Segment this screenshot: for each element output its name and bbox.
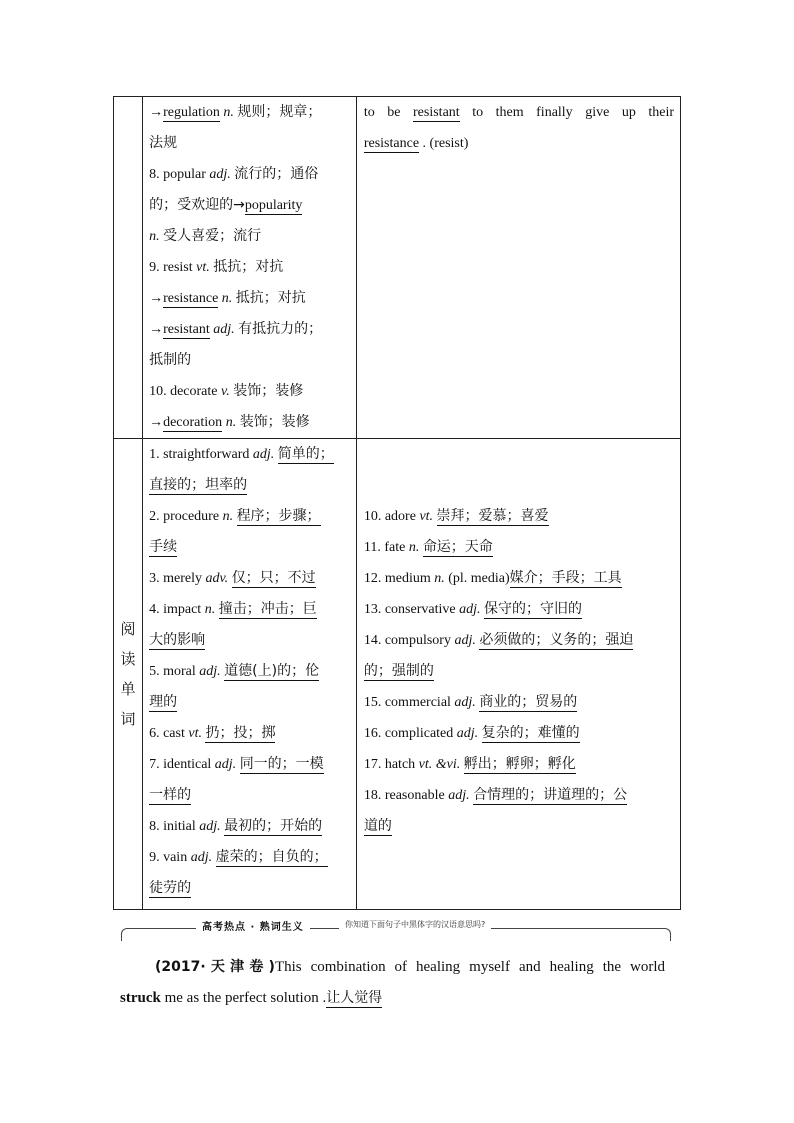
- entry-number: 6.: [149, 726, 164, 741]
- derivatives-list: [143, 97, 356, 438]
- entry-pos: adj.: [456, 726, 482, 741]
- entry-pos: adv.: [205, 571, 232, 586]
- entry-meaning-answer: 理的: [149, 694, 178, 710]
- vocabulary-table: [113, 96, 681, 910]
- entry-meaning-answer: 大的影响: [149, 632, 206, 648]
- derived-word: regulation: [163, 105, 220, 120]
- derivative-line: [143, 159, 356, 190]
- entry-pos: n.: [149, 229, 164, 244]
- fill-text: . (resist): [422, 136, 469, 151]
- entry-word: decorate: [170, 384, 222, 399]
- example-answer: 让人觉得: [326, 990, 383, 1006]
- vocab-entry-line: [143, 811, 356, 842]
- reading-words-right-cell: [356, 439, 680, 910]
- entry-word: vain: [163, 850, 191, 865]
- entry-meaning: 法规: [149, 135, 178, 151]
- derivative-line: [143, 97, 356, 128]
- entry-meaning-answer: 道的: [363, 818, 392, 834]
- entry-meaning: 抵抗；对抗: [235, 290, 306, 306]
- entry-pos: n.: [221, 291, 236, 306]
- vocab-entry-line: [357, 656, 680, 687]
- entry-number: 11.: [363, 540, 385, 555]
- entry-meaning-answer: 命运；天命: [422, 539, 493, 555]
- entry-number: 5.: [149, 664, 164, 679]
- entry-pos: adj.: [454, 633, 480, 648]
- vocab-entry-line: [143, 501, 356, 532]
- entry-number: 14.: [363, 633, 385, 648]
- entry-word: procedure: [163, 509, 223, 524]
- vocab-entry-line: [357, 811, 680, 842]
- derivative-line: [143, 221, 356, 252]
- vocab-entry-line: [357, 532, 680, 563]
- entry-meaning: 有抵抗力的；: [238, 321, 323, 337]
- derivative-line: [143, 283, 356, 314]
- entry-pos: n.: [223, 105, 238, 120]
- entry-pos: vt.: [419, 509, 437, 524]
- vocab-entry-line: [143, 439, 356, 470]
- example-bold-word: struck: [120, 990, 161, 1006]
- derived-word: popularity: [244, 198, 303, 213]
- vocab-entry-line: [143, 594, 356, 625]
- entry-word: moral: [163, 664, 200, 679]
- fill-answer: resistance: [363, 136, 420, 151]
- derivative-line: [143, 190, 356, 221]
- derivative-line: [143, 128, 356, 159]
- example-line-2: [120, 983, 665, 1014]
- table-row-derivatives: [114, 97, 681, 439]
- entry-meaning-answer: 扔；投；掷: [205, 725, 276, 741]
- vocab-entry-line: [357, 749, 680, 780]
- example-fill-cell: [356, 97, 680, 439]
- vocab-entry-line: [143, 656, 356, 687]
- entry-number: 8.: [149, 167, 164, 182]
- entry-meaning: 抵制的: [149, 352, 192, 368]
- arrow-symbol: →: [149, 415, 164, 430]
- entry-word: adore: [384, 509, 420, 524]
- entry-meaning: 流行的；通俗: [234, 166, 319, 182]
- vocab-entry-line: [143, 842, 356, 873]
- example-line-1: [155, 952, 665, 983]
- entry-meaning-answer: 一样的: [149, 787, 192, 803]
- vocab-entry-line: [143, 780, 356, 811]
- entry-number: 3.: [149, 571, 164, 586]
- derivative-line: [143, 314, 356, 345]
- entry-meaning-answer: 仅；只；不过: [231, 570, 316, 586]
- entry-meaning-answer: 商业的；贸易的: [479, 694, 578, 710]
- entry-pos: adj.: [459, 602, 484, 617]
- derived-word: resistance: [163, 291, 219, 306]
- entry-meaning: 抵抗；对抗: [213, 259, 284, 275]
- category-char: 阅: [120, 620, 136, 638]
- vocab-entry-line: [143, 625, 356, 656]
- reading-words-left-cell: [143, 439, 357, 910]
- entry-pos: adj.: [209, 167, 235, 182]
- entry-word: hatch: [384, 757, 419, 772]
- fill-answer: resistant: [413, 105, 460, 120]
- category-char: 读: [120, 650, 136, 668]
- vocab-entry-line: [357, 625, 680, 656]
- fill-text: to them finally give up their: [472, 105, 675, 120]
- entry-word: cast: [163, 726, 189, 741]
- vocab-entry-line: [357, 501, 680, 532]
- entry-word: conservative: [384, 602, 460, 617]
- entry-pos: adj.: [199, 664, 225, 679]
- derived-word: resistant: [163, 322, 210, 337]
- example-text: This combination of healing myself and healing the world: [274, 959, 665, 975]
- entry-meaning-answer: 道德(上)的；伦: [224, 663, 320, 679]
- entry-pos: adj.: [454, 695, 480, 710]
- vocab-entry-line: [357, 594, 680, 625]
- category-char: 词: [120, 710, 136, 728]
- entry-pos: vt.: [188, 726, 206, 741]
- entry-pos: n.: [434, 571, 449, 586]
- entry-word: resist: [163, 260, 197, 275]
- entry-word: initial: [163, 819, 200, 834]
- arrow-symbol: →: [149, 291, 164, 306]
- entry-meaning-answer: 孵出；孵卵；孵化: [463, 756, 576, 772]
- entry-pos: n.: [204, 602, 219, 617]
- entry-meaning-answer: 合情理的；讲道理的；公: [473, 787, 628, 803]
- entry-pos: adj.: [252, 447, 278, 462]
- banner-hint: 你知道下面句子中黑体字的汉语意思吗?: [339, 919, 491, 930]
- banner-title: 高考热点 · 熟词生义: [196, 918, 310, 933]
- entry-number: 4.: [149, 602, 164, 617]
- entry-meaning: 受人喜爱；流行: [163, 228, 262, 244]
- entry-number: 10.: [363, 509, 385, 524]
- entry-pos: adj.: [190, 850, 216, 865]
- entry-number: 9.: [149, 260, 164, 275]
- section-banner: [121, 916, 669, 942]
- entry-number: 7.: [149, 757, 164, 772]
- entry-number: 16.: [363, 726, 385, 741]
- vocab-entry-line: [357, 687, 680, 718]
- entry-word: complicated: [384, 726, 457, 741]
- vocab-entry-line: [143, 718, 356, 749]
- entry-pos: v.: [221, 384, 234, 399]
- entry-word: impact: [163, 602, 205, 617]
- vocab-entry-line: [143, 749, 356, 780]
- reading-words-left-list: [143, 439, 356, 904]
- entry-meaning: 装饰；装修: [233, 383, 304, 399]
- example-sentence: [120, 952, 665, 1014]
- entry-meaning-answer: 最初的；开始的: [224, 818, 323, 834]
- entry-pos: adj.: [199, 819, 225, 834]
- fill-text: to be: [363, 105, 401, 120]
- entry-pos: n.: [225, 415, 240, 430]
- entry-number: 10.: [149, 384, 171, 399]
- entry-pos: vt.: [196, 260, 214, 275]
- arrow-symbol: →: [149, 105, 164, 120]
- entry-meaning-answer: 程序；步骤；: [236, 508, 321, 524]
- entry-number: 8.: [149, 819, 164, 834]
- entry-meaning: 规则；规章；: [237, 104, 322, 120]
- entry-meaning-answer: 媒介；手段；工具: [509, 570, 622, 586]
- category-char: 单: [120, 680, 136, 698]
- reading-words-right-list: [357, 501, 680, 842]
- entry-number: 1.: [149, 447, 164, 462]
- entry-number: 2.: [149, 509, 164, 524]
- entry-meaning-answer: 保守的；守旧的: [483, 601, 582, 617]
- entry-meaning-answer: 复杂的；难懂的: [481, 725, 580, 741]
- category-cell-empty: [114, 97, 143, 439]
- example-text: me as the perfect solution .: [164, 990, 327, 1006]
- vocab-entry-line: [143, 532, 356, 563]
- entry-pos: vt. &vi.: [418, 757, 464, 772]
- arrow-symbol: →: [149, 322, 164, 337]
- entry-word: compulsory: [384, 633, 455, 648]
- entry-meaning-answer: 撞击；冲击；巨: [218, 601, 317, 617]
- derived-word: decoration: [163, 415, 223, 430]
- entry-word: identical: [163, 757, 215, 772]
- entry-meaning-answer: 徒劳的: [149, 880, 192, 896]
- vocab-entry-line: [143, 873, 356, 904]
- entry-meaning-answer: 同一的；一模: [239, 756, 324, 772]
- derivative-line: [143, 252, 356, 283]
- entry-extra: (pl. media): [448, 571, 510, 586]
- entry-pos: adj.: [213, 322, 239, 337]
- vocab-entry-line: [143, 470, 356, 501]
- entry-number: 18.: [363, 788, 385, 803]
- entry-word: merely: [163, 571, 206, 586]
- derivative-line: [143, 407, 356, 438]
- entry-number: 15.: [363, 695, 385, 710]
- entry-word: commercial: [384, 695, 455, 710]
- derivatives-cell: [143, 97, 357, 439]
- entry-pos: n.: [222, 509, 237, 524]
- category-label: [114, 439, 142, 909]
- entry-word: straightforward: [163, 447, 253, 462]
- vocab-entry-line: [357, 780, 680, 811]
- entry-meaning-answer: 虚荣的；自负的；: [215, 849, 328, 865]
- entry-number: 12.: [363, 571, 385, 586]
- derivative-line: [143, 345, 356, 376]
- entry-meaning-answer: 崇拜；爱慕；喜爱: [436, 508, 549, 524]
- entry-word: popular: [163, 167, 210, 182]
- entry-number: 17.: [363, 757, 385, 772]
- entry-meaning-answer: 必须做的；义务的；强迫: [479, 632, 634, 648]
- example-source: (2017·天津卷): [155, 959, 275, 975]
- category-cell-reading-words: [114, 439, 143, 910]
- fill-sentence-line-2: [357, 128, 680, 159]
- entry-meaning-answer: 的；强制的: [363, 663, 434, 679]
- entry-meaning-answer: 直接的；坦率的: [149, 477, 248, 493]
- entry-word: fate: [384, 540, 409, 555]
- entry-number: 13.: [363, 602, 385, 617]
- table-row-reading-words: [114, 439, 681, 910]
- entry-meaning: 装饰；装修: [239, 414, 310, 430]
- entry-word: medium: [384, 571, 435, 586]
- entry-meaning-answer: 手续: [149, 539, 178, 555]
- entry-pos: adj.: [214, 757, 240, 772]
- entry-word: reasonable: [384, 788, 449, 803]
- entry-pos: adj.: [448, 788, 474, 803]
- entry-pos: n.: [408, 540, 423, 555]
- entry-meaning-answer: 简单的；: [277, 446, 334, 462]
- vocab-entry-line: [357, 718, 680, 749]
- derivative-line: [143, 376, 356, 407]
- vocab-entry-line: [143, 563, 356, 594]
- entry-meaning: 的；受欢迎的→: [149, 197, 245, 213]
- entry-number: 9.: [149, 850, 164, 865]
- vocab-entry-line: [357, 563, 680, 594]
- vocab-entry-line: [143, 687, 356, 718]
- fill-sentence-line-1: [357, 97, 680, 128]
